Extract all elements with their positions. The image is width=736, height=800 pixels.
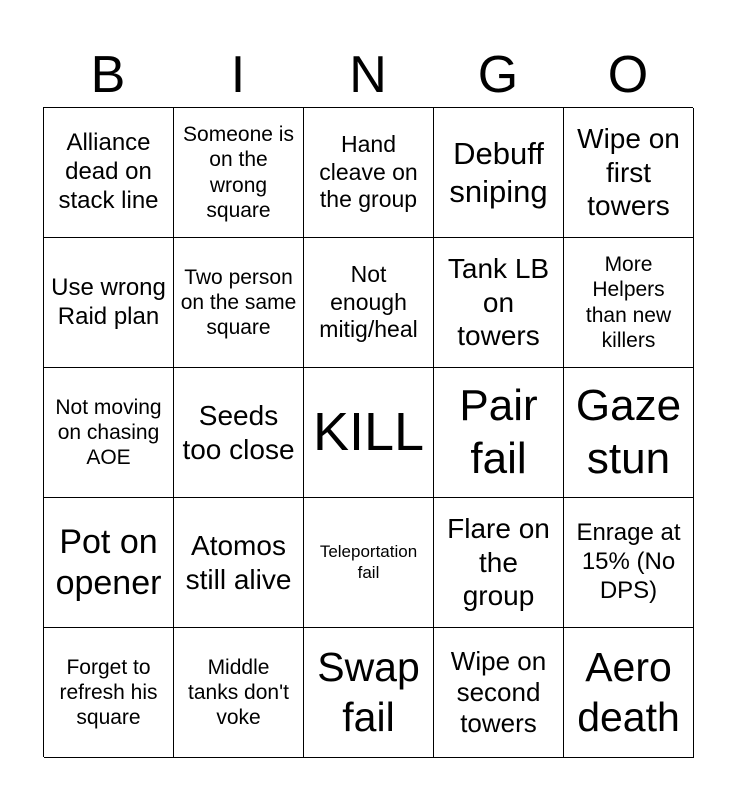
header-letter-o: O xyxy=(607,46,649,104)
bingo-cell[interactable]: Pot on opener xyxy=(44,498,174,628)
bingo-cell[interactable]: Not enough mitig/heal xyxy=(304,238,434,368)
bingo-cell[interactable]: Not moving on chasing AOE xyxy=(44,368,174,498)
bingo-cell[interactable]: Forget to refresh his square xyxy=(44,628,174,758)
bingo-cell[interactable]: Enrage at 15% (No DPS) xyxy=(564,498,694,628)
header-letter-b: B xyxy=(90,46,126,104)
bingo-cell[interactable]: Wipe on first towers xyxy=(564,108,694,238)
bingo-cell[interactable]: More Helpers than new killers xyxy=(564,238,694,368)
bingo-cell[interactable]: Flare on the group xyxy=(434,498,564,628)
bingo-cell[interactable]: Swap fail xyxy=(304,628,434,758)
bingo-cell[interactable]: Aero death xyxy=(564,628,694,758)
bingo-cell[interactable]: Alliance dead on stack line xyxy=(44,108,174,238)
bingo-cell[interactable]: Atomos still alive xyxy=(174,498,304,628)
bingo-cell[interactable]: Teleportation fail xyxy=(304,498,434,628)
bingo-cell[interactable]: KILL xyxy=(304,368,434,498)
bingo-cell[interactable]: Hand cleave on the group xyxy=(304,108,434,238)
bingo-cell[interactable]: Seeds too close xyxy=(174,368,304,498)
bingo-cell[interactable]: Middle tanks don't voke xyxy=(174,628,304,758)
header-letter-i: I xyxy=(230,46,246,104)
bingo-cell[interactable]: Use wrong Raid plan xyxy=(44,238,174,368)
header-letter-g: G xyxy=(477,46,519,104)
bingo-cell[interactable]: Wipe on second towers xyxy=(434,628,564,758)
bingo-cell[interactable]: Gaze stun xyxy=(564,368,694,498)
bingo-cell[interactable]: Pair fail xyxy=(434,368,564,498)
bingo-cell[interactable]: Debuff sniping xyxy=(434,108,564,238)
bingo-header xyxy=(43,42,693,108)
header-letter-n: N xyxy=(349,46,387,104)
bingo-grid xyxy=(43,107,693,757)
bingo-cell[interactable]: Two person on the same square xyxy=(174,238,304,368)
bingo-cell[interactable]: Tank LB on towers xyxy=(434,238,564,368)
bingo-cell[interactable]: Someone is on the wrong square xyxy=(174,108,304,238)
